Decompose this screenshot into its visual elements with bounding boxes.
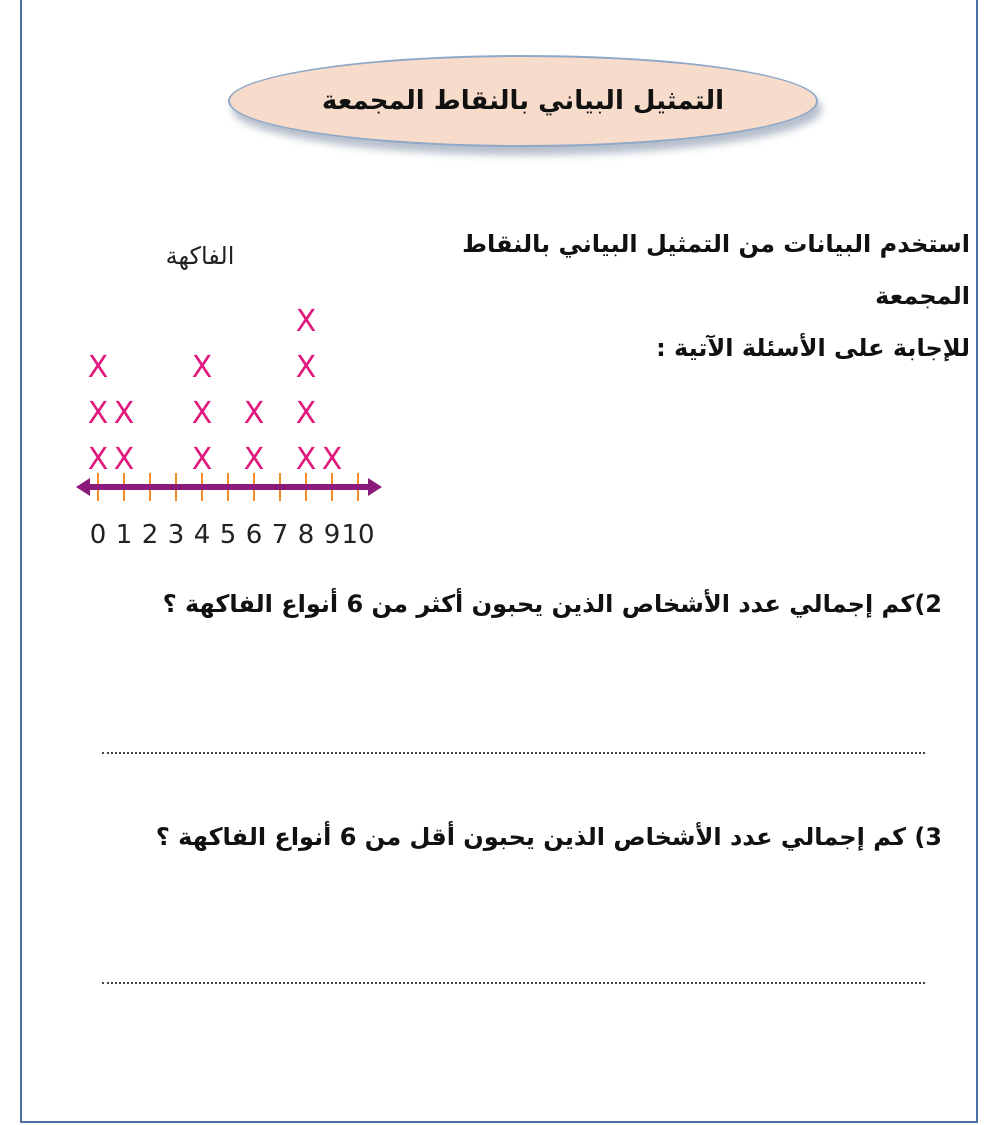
instructions-line-2: للإجابة على الأسئلة الآتية :	[656, 334, 970, 362]
title-banner	[228, 55, 818, 147]
x-mark-9-1: X	[321, 442, 343, 477]
x-mark-0-2: X	[87, 396, 109, 431]
question-2: 2)كم إجمالي عدد الأشخاص الذين يحبون أكثر من 6 أنواع الفاكهة ؟	[162, 590, 942, 618]
tick-label-6: 6	[245, 520, 263, 550]
tick-label-1: 1	[115, 520, 133, 550]
x-mark-8-2: X	[295, 396, 317, 431]
worksheet-frame	[20, 0, 978, 1123]
right-arrow-icon	[368, 478, 382, 496]
x-mark-1-1: X	[113, 442, 135, 477]
x-mark-4-1: X	[191, 442, 213, 477]
tick-label-8: 8	[297, 520, 315, 550]
x-mark-6-2: X	[243, 396, 265, 431]
x-mark-6-1: X	[243, 442, 265, 477]
left-arrow-icon	[76, 478, 90, 496]
tick-label-0: 0	[89, 520, 107, 550]
dot-plot-title: الفاكهة	[165, 242, 235, 270]
tick-label-7: 7	[271, 520, 289, 550]
tick-label-5: 5	[219, 520, 237, 550]
dot-plot-tick-labels	[90, 520, 375, 550]
dot-plot-marks	[88, 304, 343, 477]
x-mark-8-3: X	[295, 350, 317, 385]
x-mark-0-3: X	[87, 350, 109, 385]
question-3: 3) كم إجمالي عدد الأشخاص الذين يحبون أقل من 6 أنواع الفاكهة ؟	[155, 823, 942, 851]
tick-label-4: 4	[193, 520, 211, 550]
x-mark-4-2: X	[191, 396, 213, 431]
x-mark-0-1: X	[87, 442, 109, 477]
x-mark-4-3: X	[191, 350, 213, 385]
x-mark-8-4: X	[295, 304, 317, 339]
tick-label-3: 3	[167, 520, 185, 550]
instructions-line-1: استخدم البيانات من التمثيل البياني بالنقاط المجمعة	[462, 230, 970, 310]
answer-line-1[interactable]	[102, 752, 925, 754]
page-title: التمثيل البياني بالنقاط المجمعة	[321, 86, 725, 116]
x-mark-1-2: X	[113, 396, 135, 431]
dot-plot	[70, 230, 390, 560]
tick-label-9: 9	[323, 520, 341, 550]
tick-label-10: 10	[341, 520, 375, 550]
tick-label-2: 2	[141, 520, 159, 550]
answer-line-2[interactable]	[102, 982, 925, 984]
x-mark-8-1: X	[295, 442, 317, 477]
instructions	[410, 218, 970, 374]
